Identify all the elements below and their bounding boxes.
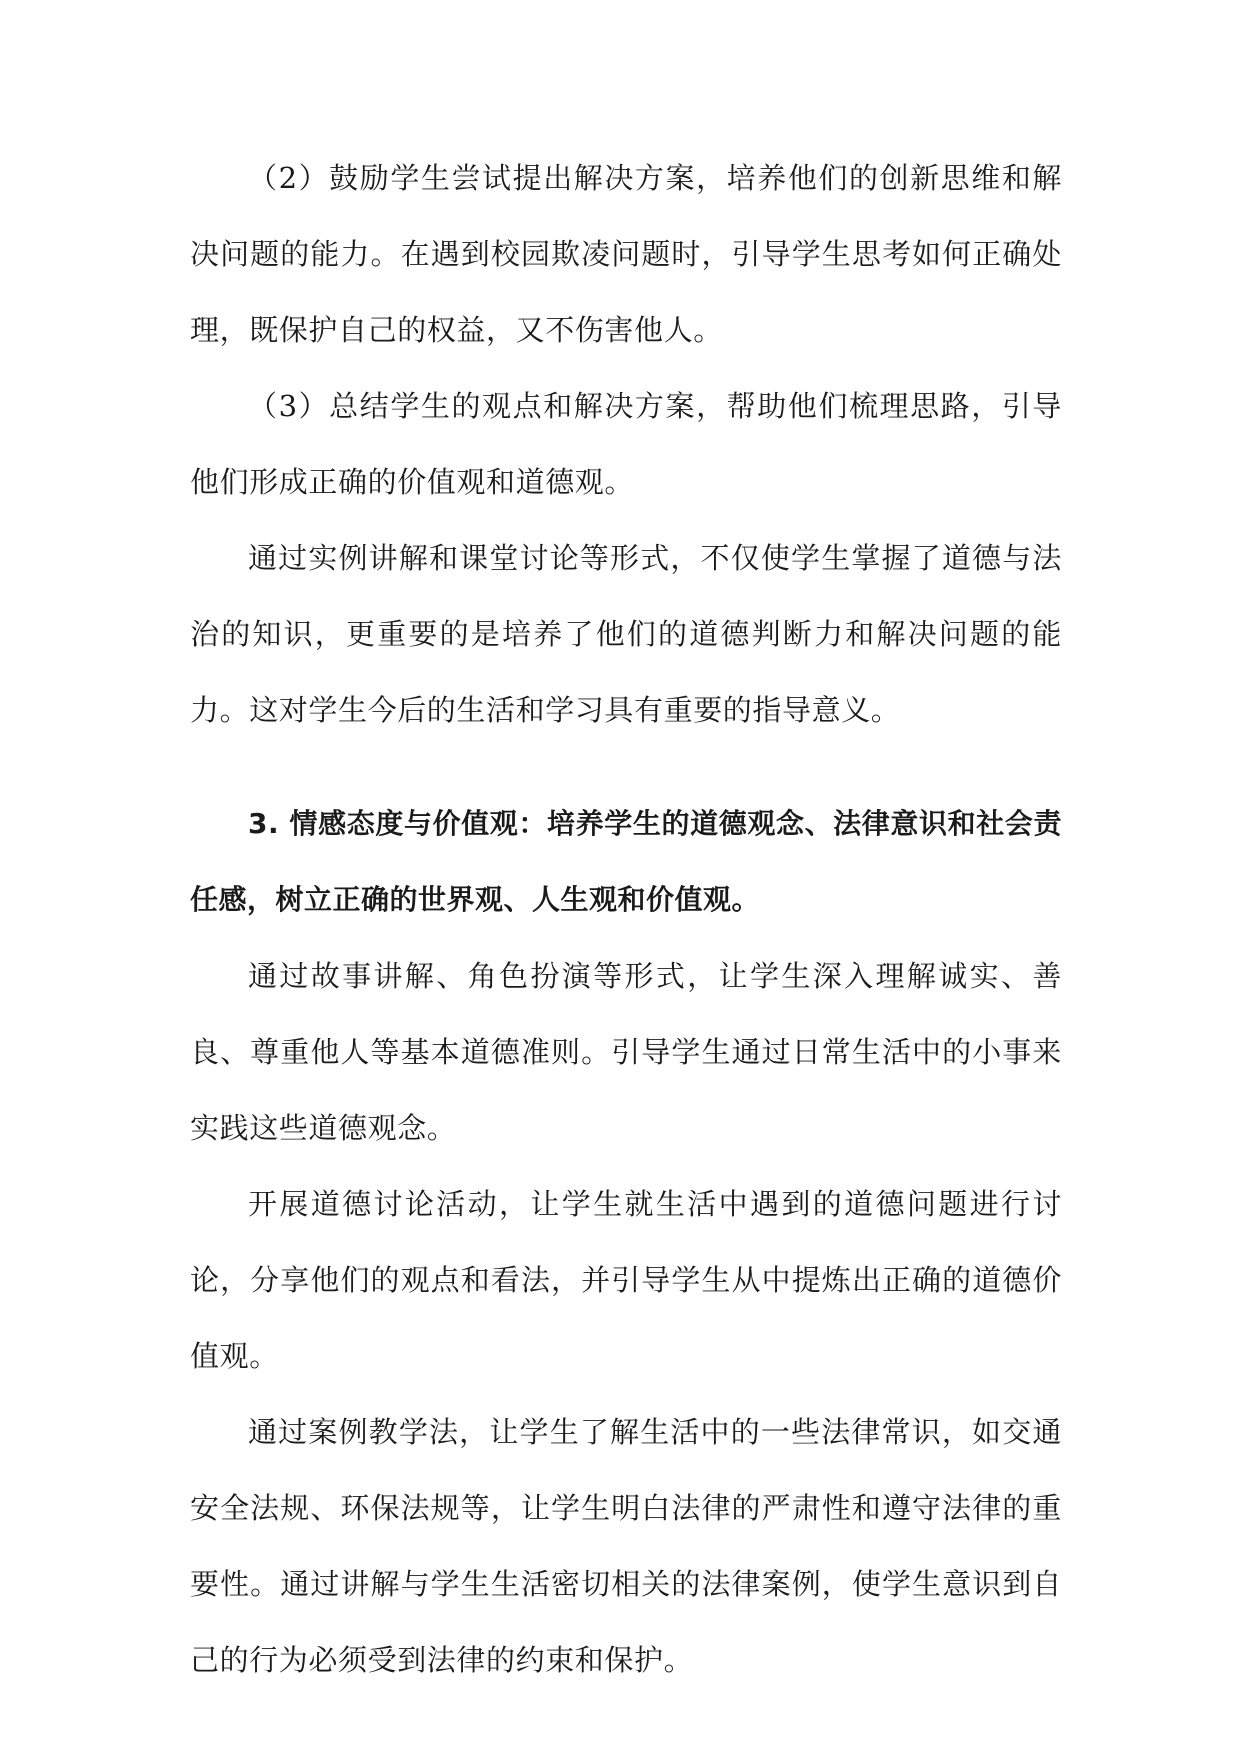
paragraph-teaching-significance: 通过实例讲解和课堂讨论等形式，不仅使学生掌握了道德与法治的知识，更重要的是培养了他们的道德判断力和解决问题的能力。这对学生今后的生活和学习具有重要的指导意义。 [190, 541, 1062, 727]
paragraph-solution-encourage: （2）鼓励学生尝试提出解决方案，培养他们的创新思维和解决问题的能力。在遇到校园欺凌问题时，引导学生思考如何正确处理，既保护自己的权益，又不伤害他人。 [190, 161, 1062, 347]
paragraph-summarize-views: （3）总结学生的观点和解决方案，帮助他们梳理思路，引导他们形成正确的价值观和道德观。 [190, 389, 1062, 499]
document-body [190, 140, 1062, 1698]
paragraph-moral-discussion: 开展道德讨论活动，让学生就生活中遇到的道德问题进行讨论，分享他们的观点和看法，并引导学生从中提炼出正确的道德价值观。 [190, 1187, 1062, 1373]
paragraph-story-roleplay: 通过故事讲解、角色扮演等形式，让学生深入理解诚实、善良、尊重他人等基本道德准则。引导学生通过日常生活中的小事来实践这些道德观念。 [190, 959, 1062, 1145]
section-heading: 3. 情感态度与价值观：培养学生的道德观念、法律意识和社会责任感，树立正确的世界观、人生观和价值观。 [190, 807, 1062, 916]
paragraph-case-teaching: 通过案例教学法，让学生了解生活中的一些法律常识，如交通安全法规、环保法规等，让学生明白法律的严肃性和遵守法律的重要性。通过讲解与学生生活密切相关的法律案例，使学生意识到自己的行为必须受到法律的约束和保护。 [190, 1415, 1062, 1677]
